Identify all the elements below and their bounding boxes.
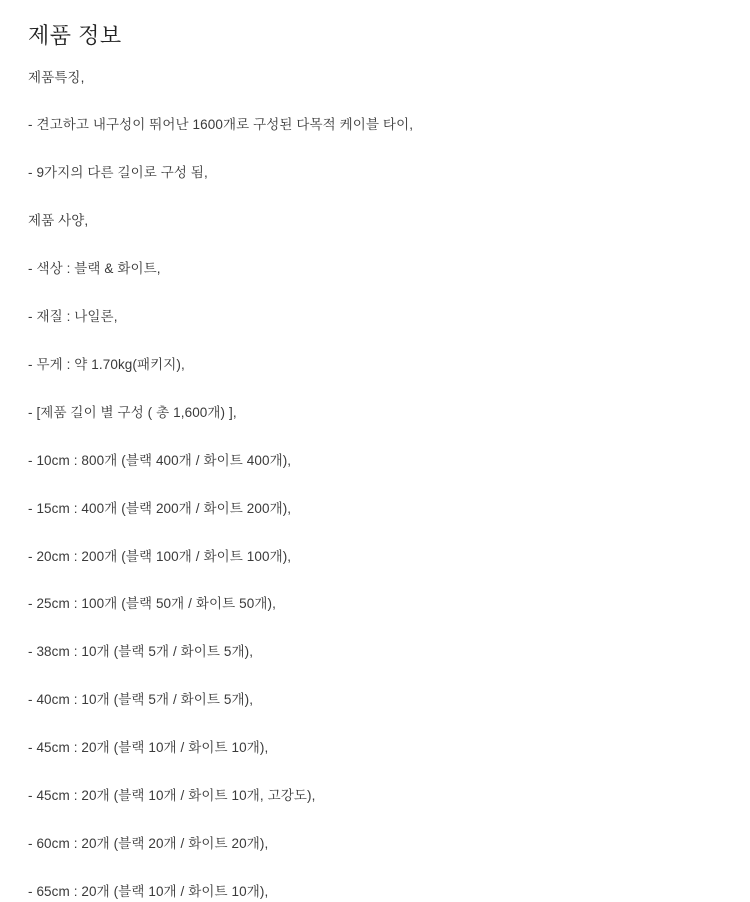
product-spec-list	[28, 69, 722, 902]
spec-line-item: - 38cm : 10개 (블랙 5개 / 화이트 5개),	[28, 644, 254, 660]
spec-line-item: - 65cm : 20개 (블랙 10개 / 화이트 10개),	[28, 883, 269, 899]
spec-line-item: - 무게 : 약 1.70kg(패키지),	[28, 356, 185, 372]
spec-line-item: - [제품 길이 별 구성 ( 총 1,600개) ],	[28, 404, 237, 420]
spec-line-item: - 25cm : 100개 (블랙 50개 / 화이트 50개),	[28, 596, 276, 612]
spec-line-item: - 15cm : 400개 (블랙 200개 / 화이트 200개),	[28, 500, 292, 516]
spec-section-heading: 제품특징,	[28, 69, 85, 85]
spec-line-item: - 색상 : 블랙 & 화이트,	[28, 261, 161, 277]
spec-section-heading: 제품 사양,	[28, 213, 89, 229]
spec-line-item: - 10cm : 800개 (블랙 400개 / 화이트 400개),	[28, 452, 292, 468]
spec-line-item: - 40cm : 10개 (블랙 5개 / 화이트 5개),	[28, 692, 254, 708]
spec-line-item: - 45cm : 20개 (블랙 10개 / 화이트 10개),	[28, 740, 269, 756]
spec-line-item: - 60cm : 20개 (블랙 20개 / 화이트 20개),	[28, 835, 269, 851]
spec-line-item: - 견고하고 내구성이 뛰어난 1600개로 구성된 다목적 케이블 타이,	[28, 117, 414, 133]
page-title: 제품 정보	[28, 23, 122, 48]
spec-line-item: - 45cm : 20개 (블랙 10개 / 화이트 10개, 고강도),	[28, 787, 316, 803]
spec-line-item: - 9가지의 다른 길이로 구성 됨,	[28, 165, 208, 181]
spec-line-item: - 20cm : 200개 (블랙 100개 / 화이트 100개),	[28, 548, 292, 564]
spec-line-item: - 재질 : 나일론,	[28, 309, 118, 325]
